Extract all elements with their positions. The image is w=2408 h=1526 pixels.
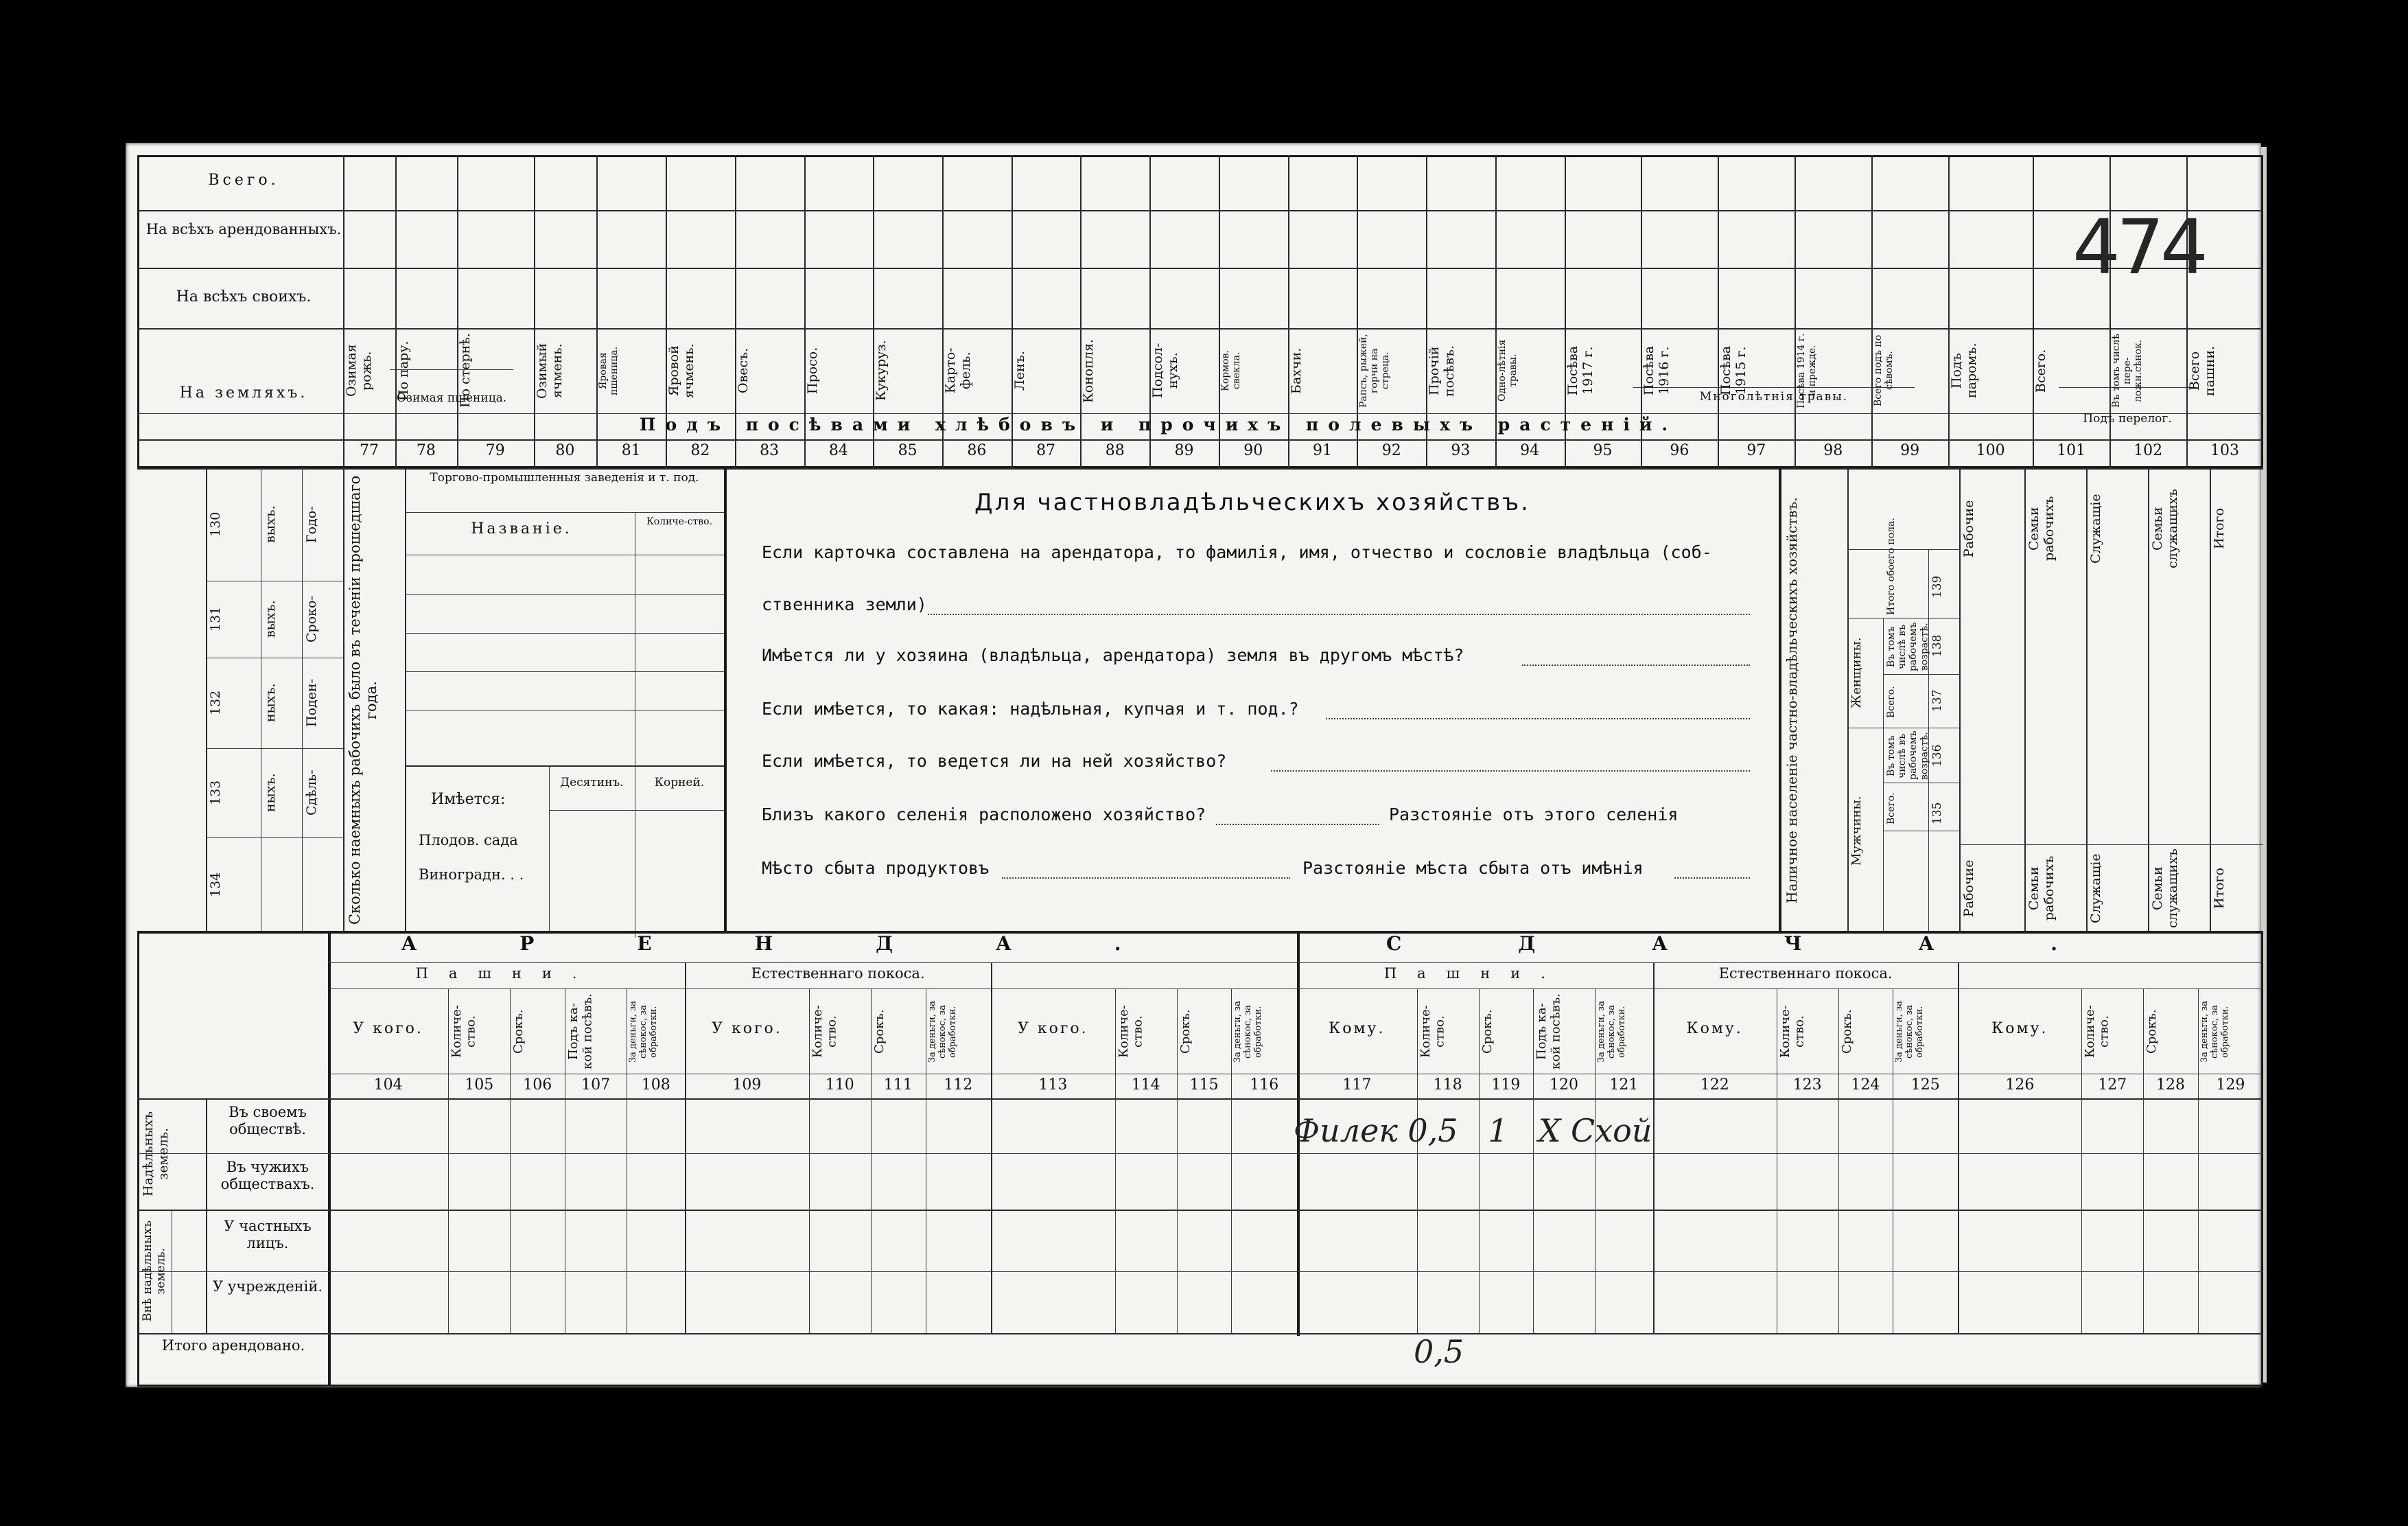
row-total-label: Всего.: [208, 172, 279, 189]
crop-col-num-99: 99: [1900, 442, 1920, 459]
crop-col-101: Всего.: [2033, 349, 2049, 393]
sdacha-head-121: За деньги, за сѣнокос, за обработки.: [1596, 1001, 1627, 1063]
crop-col-81: Яровая пшеница.: [598, 346, 620, 395]
sdacha-group-0: Пашни.: [1383, 965, 1566, 982]
worker-col-b-133: ныхъ.: [263, 773, 278, 813]
sdacha-banner: СДАЧА.: [1386, 932, 2175, 955]
arenda-head-108: За деньги, за сѣнокос, за обработки.: [628, 1001, 659, 1063]
worker-col-130: 130: [208, 511, 223, 537]
crop-col-num-82: 82: [690, 442, 710, 459]
staff-col-bottom-4: Итого: [2212, 868, 2227, 909]
crop-col-91: Бахчи.: [1288, 347, 1304, 394]
arenda-head-112: За деньги, за сѣнокос, за обработки.: [926, 1001, 958, 1063]
sdacha-num-123: 123: [1792, 1076, 1822, 1094]
question-market-distance: Разстояніе мѣста сбыта отъ имѣнія: [1302, 858, 1644, 878]
crop-col-num-96: 96: [1670, 442, 1690, 459]
row-own-label: На всѣхъ своихъ.: [176, 288, 312, 305]
sdacha-num-129: 129: [2216, 1076, 2245, 1094]
arenda-num-106: 106: [523, 1076, 552, 1094]
crop-col-84: Просо.: [804, 347, 820, 395]
arenda-head-110: Количе-ство.: [810, 1005, 839, 1059]
arenda-head-107: Подъ ка-кой посѣвъ.: [566, 993, 595, 1070]
crop-col-num-102: 102: [2134, 442, 2163, 459]
crop-col-99: Всего подъ по сѣвомъ.: [1873, 334, 1895, 407]
trade-name-header: Названіе.: [471, 520, 572, 537]
question-owner-line1: Если карточка составлена на арендатора, то фамилія, имя, отчество и сословіе владѣльца (соб-: [762, 542, 1712, 562]
row-private-persons: У частныхъ лицъ.: [224, 1218, 312, 1252]
crop-col-num-85: 85: [898, 442, 917, 459]
orchard-label: Плодов. сада: [419, 832, 518, 848]
crop-col-num-98: 98: [1823, 442, 1843, 459]
pop-num-137: 137: [1930, 689, 1944, 713]
korney-header: Корней.: [654, 776, 705, 789]
worker-col-b-132: ныхъ.: [263, 683, 278, 723]
sdacha-head-125: За деньги, за сѣнокос, за обработки.: [1894, 1001, 1925, 1063]
staff-col-top-4: Итого: [2212, 508, 2227, 549]
desyatin-header: Десятинъ.: [560, 776, 624, 789]
question-farming: Если имѣется, то ведется ли на ней хозяйство?: [762, 751, 1227, 771]
worker-col-a-132: Поден-: [304, 678, 319, 728]
arenda-num-110: 110: [825, 1076, 854, 1094]
crop-col-82: Яровой ячмень.: [666, 343, 697, 398]
arenda-head-111: Срокъ.: [872, 1009, 887, 1054]
crop-col-97: Посѣва 1915 г.: [1718, 345, 1749, 396]
crop-col-num-103: 103: [2210, 442, 2240, 459]
crop-col-100: Подъ паромъ.: [1949, 343, 1979, 399]
staff-col-bottom-3: Семьи служащихъ: [2150, 848, 2180, 928]
question-other-land: Имѣется ли у хозяина (владѣльца, арендатора) земля въ другомъ мѣстѣ?: [762, 645, 1464, 665]
staff-col-bottom-1: Семьи рабочихъ: [2026, 855, 2057, 921]
crop-col-num-80: 80: [555, 442, 575, 459]
vineyard-label: Виноградн. . .: [419, 866, 524, 883]
crop-col-93: Прочій посѣвъ.: [1427, 345, 1457, 397]
crop-col-88: Конопля.: [1081, 338, 1097, 403]
crop-col-102: Въ томъ числѣ пере-ложн.сѣнок.: [2111, 334, 2144, 408]
crop-col-num-91: 91: [1312, 442, 1332, 459]
arenda-num-116: 116: [1250, 1076, 1279, 1094]
crop-col-num-81: 81: [621, 442, 641, 459]
crop-col-80: Озимый ячмень.: [534, 343, 565, 399]
sdacha-group-1: Естественнаго покоса.: [1718, 965, 1893, 982]
staff-col-top-0: Рабочие: [1961, 500, 1976, 557]
crop-col-num-90: 90: [1243, 442, 1263, 459]
men-working-age-label: Въ томъ числѣ въ рабочемъ возрастѣ.: [1886, 730, 1930, 780]
worker-col-131: 131: [208, 606, 223, 632]
men-total-label: Всего.: [1886, 792, 1897, 825]
sdacha-head-122: Кому.: [1686, 1020, 1743, 1037]
sdacha-head-129: За деньги, за сѣнокос, за обработки.: [2199, 1001, 2230, 1063]
arenda-group-1: Естественнаго покоса.: [751, 965, 925, 982]
arenda-group-0: Пашни.: [415, 965, 598, 982]
sdacha-num-122: 122: [1700, 1076, 1729, 1094]
women-total-label: Всего.: [1886, 686, 1897, 719]
crop-col-98: Посѣва 1914 г. и прежде.: [1796, 333, 1819, 408]
pop-num-136: 136: [1930, 744, 1944, 767]
arenda-head-105: Количе-ство.: [449, 1005, 478, 1059]
worker-col-a-130: Годо-: [304, 506, 319, 543]
crop-col-95: Посѣва 1917 г.: [1565, 345, 1595, 396]
crop-col-87: Ленъ.: [1012, 351, 1027, 391]
arenda-num-112: 112: [944, 1076, 973, 1094]
crop-col-96: Посѣва 1916 г.: [1641, 345, 1672, 396]
staff-col-bottom-2: Служащіе: [2088, 853, 2103, 923]
arenda-num-104: 104: [373, 1076, 403, 1094]
crop-col-num-78: 78: [416, 442, 436, 459]
row-lands-label: На земляхъ.: [179, 384, 308, 402]
sdacha-head-119: Срокъ.: [1480, 1009, 1495, 1054]
row-institutions: У учрежденій.: [212, 1278, 323, 1295]
sdacha-num-127: 127: [2098, 1076, 2127, 1094]
arenda-num-105: 105: [465, 1076, 494, 1094]
fallow-label: Подъ перелог.: [2083, 412, 2172, 426]
arenda-num-111: 111: [883, 1076, 913, 1094]
sdacha-head-123: Количе-ство.: [1777, 1005, 1807, 1059]
crop-col-89: Подсол-нухъ.: [1150, 343, 1180, 399]
arenda-head-115: Срокъ.: [1178, 1009, 1193, 1054]
crop-col-79: По стернѣ.: [457, 333, 473, 408]
crop-col-num-101: 101: [2057, 442, 2086, 459]
crop-col-num-93: 93: [1451, 442, 1471, 459]
crop-col-103: Всего пашни.: [2187, 345, 2217, 396]
sdacha-head-117: Кому.: [1329, 1020, 1386, 1037]
question-market: Мѣсто сбыта продуктовъ: [762, 858, 990, 878]
crop-col-90: Кормов. свекла.: [1219, 350, 1242, 391]
population-label: Наличное населеніе частно-владѣльческихъ хозяйствъ.: [1784, 497, 1800, 903]
question-village-distance: Разстояніе отъ этого селенія: [1389, 805, 1679, 824]
has-label: Имѣется:: [431, 791, 506, 808]
crop-col-num-77: 77: [360, 442, 379, 459]
worker-col-b-131: выхъ.: [263, 600, 278, 638]
crop-col-92: Рапсъ, рыжей, горчи на стреца.: [1358, 334, 1392, 408]
arenda-num-109: 109: [732, 1076, 762, 1094]
sdacha-num-128: 128: [2156, 1076, 2185, 1094]
staff-col-top-3: Семьи служащихъ: [2150, 489, 2180, 568]
row-other-societies: Въ чужихъ обществахъ.: [220, 1159, 315, 1193]
page-number-handwritten: 474: [2072, 203, 2204, 291]
row-own-society: Въ своемъ обществѣ.: [229, 1104, 307, 1138]
row-rented-label: На всѣхъ арендованныхъ.: [145, 221, 342, 238]
crop-col-83: Овесъ.: [735, 347, 751, 394]
arenda-num-114: 114: [1131, 1076, 1160, 1094]
sdacha-num-117: 117: [1342, 1076, 1372, 1094]
nadel-lands-label: Надѣльныхъ земель.: [141, 1111, 171, 1197]
crop-col-77: Озимая рожь.: [344, 344, 374, 397]
crop-col-num-87: 87: [1036, 442, 1056, 459]
sdacha-head-120: Подъ ка-кой посѣвъ.: [1534, 993, 1563, 1070]
sdacha-num-118: 118: [1433, 1076, 1462, 1094]
crop-col-85: Кукуруз.: [874, 340, 889, 402]
arenda-num-113: 113: [1038, 1076, 1068, 1094]
women-label: Женщины.: [1849, 637, 1864, 708]
crop-col-num-88: 88: [1105, 442, 1125, 459]
crop-col-num-84: 84: [828, 442, 848, 459]
pop-num-135: 135: [1930, 802, 1944, 825]
worker-col-133: 133: [208, 780, 223, 806]
worker-col-a-131: Сроко-: [304, 596, 319, 643]
worker-col-b-130: выхъ.: [263, 505, 278, 544]
handwritten-entry-row1: Филек 0,5 1 Х Схой: [1294, 1112, 1652, 1149]
non-nadel-lands-label: Внѣ надѣльныхъ земель.: [141, 1221, 168, 1322]
crops-banner: Подъ посѣвами хлѣбовъ и прочихъ полевыхъ растеній.: [639, 415, 1678, 435]
arenda-head-113: У кого.: [1018, 1020, 1088, 1037]
arenda-head-109: У кого.: [712, 1020, 782, 1037]
men-label: Мужчины.: [1849, 796, 1864, 866]
worker-col-134: 134: [208, 872, 223, 898]
sdacha-num-125: 125: [1910, 1076, 1940, 1094]
arenda-num-107: 107: [581, 1076, 611, 1094]
crop-col-num-94: 94: [1520, 442, 1540, 459]
sdacha-num-120: 120: [1550, 1076, 1579, 1094]
sdacha-num-121: 121: [1609, 1076, 1639, 1094]
crop-col-num-83: 83: [760, 442, 780, 459]
sdacha-head-124: Срокъ.: [1839, 1009, 1854, 1054]
crop-col-94: Одно-лѣтнія травы.: [1496, 339, 1519, 402]
crop-col-num-100: 100: [1976, 442, 2005, 459]
pop-num-138: 138: [1930, 634, 1944, 658]
row-total-rented: Итого арендовано.: [161, 1337, 305, 1354]
arenda-banner: АРЕНДА.: [401, 932, 1224, 955]
staff-col-top-2: Служащіе: [2088, 494, 2103, 564]
sdacha-num-119: 119: [1491, 1076, 1521, 1094]
hired-workers-question: Сколько наемныхъ рабочихъ было въ теченіи прошедшаго года.: [347, 475, 380, 925]
worker-col-132: 132: [208, 690, 223, 716]
crop-col-num-79: 79: [485, 442, 505, 459]
total-both-sexes-label: Итого обоего пола.: [1886, 518, 1897, 615]
sdacha-num-126: 126: [2005, 1076, 2035, 1094]
trade-heading: Торгово-промышленныя заведенія и т. под.: [430, 471, 699, 485]
winter-wheat-label: Озимая пшеница.: [396, 391, 507, 405]
crop-col-78: По пару.: [396, 340, 412, 401]
sdacha-head-128: Срокъ.: [2144, 1009, 2160, 1054]
worker-col-a-133: Сдѣль-: [304, 770, 319, 816]
perennial-label: Многолѣтнія травы.: [1699, 390, 1849, 404]
crop-col-num-86: 86: [967, 442, 987, 459]
arenda-head-116: За деньги, за сѣнокос, за обработки.: [1232, 1001, 1264, 1063]
question-land-type: Если имѣется, то какая: надѣльная, купчая и т. под.?: [762, 699, 1299, 719]
crop-col-num-97: 97: [1746, 442, 1766, 459]
trade-qty-header: Количе-ство.: [646, 516, 713, 527]
sdacha-num-124: 124: [1851, 1076, 1880, 1094]
arenda-num-115: 115: [1189, 1076, 1219, 1094]
arenda-head-106: Срокъ.: [511, 1009, 526, 1054]
handwritten-total: 0,5: [1414, 1333, 1464, 1370]
staff-col-bottom-0: Рабочие: [1961, 859, 1976, 917]
private-farms-title: Для частновладѣльческихъ хозяйствъ.: [974, 489, 1530, 516]
sdacha-head-126: Кому.: [1991, 1020, 2048, 1037]
crop-col-num-89: 89: [1174, 442, 1194, 459]
sdacha-head-127: Количе-ство.: [2083, 1005, 2112, 1059]
question-owner-line2: ственника земли): [762, 594, 927, 614]
crop-col-num-95: 95: [1593, 442, 1613, 459]
crop-col-num-92: 92: [1381, 442, 1401, 459]
sdacha-head-118: Количе-ство.: [1418, 1005, 1447, 1059]
crop-col-86: Карто-фель.: [942, 347, 973, 394]
staff-col-top-1: Семьи рабочихъ: [2026, 496, 2057, 562]
arenda-head-114: Количе-ство.: [1116, 1005, 1145, 1059]
arenda-num-108: 108: [641, 1076, 670, 1094]
question-village: Близъ какого селенія расположено хозяйство?: [762, 805, 1206, 824]
pop-num-139: 139: [1930, 575, 1944, 599]
arenda-head-104: У кого.: [353, 1020, 423, 1037]
women-working-age-label: Въ томъ числѣ въ рабочемъ возрастѣ.: [1886, 622, 1930, 671]
